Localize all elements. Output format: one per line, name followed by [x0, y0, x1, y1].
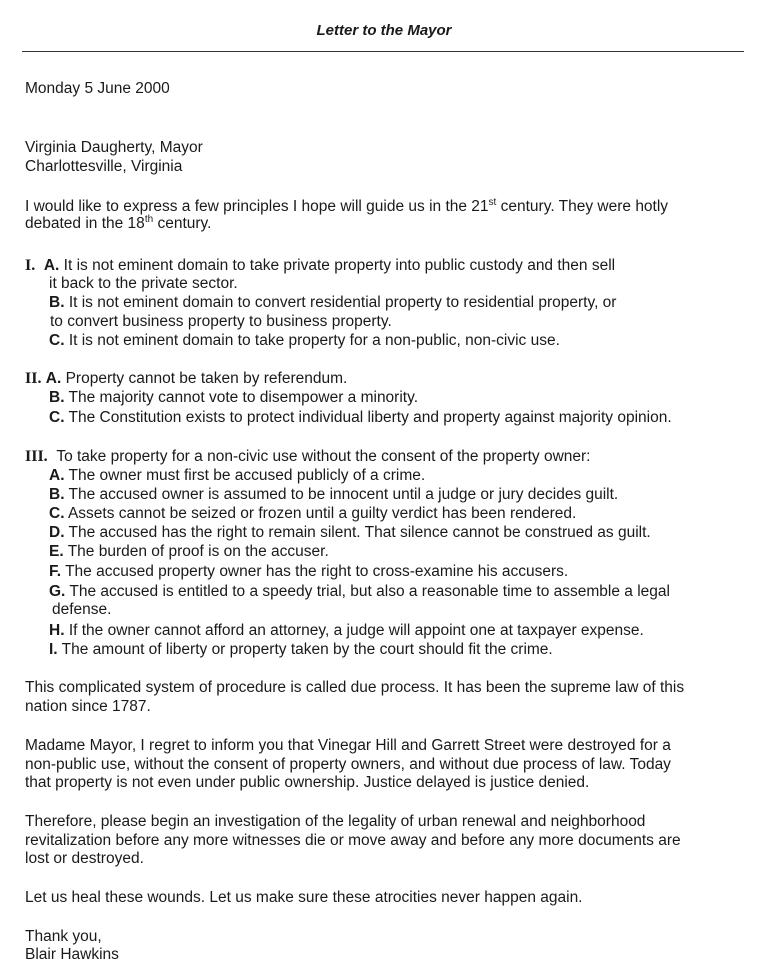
- section-3-numeral: III.: [25, 448, 48, 465]
- closing-signature: Blair Hawkins: [25, 946, 119, 963]
- closing-thanks: Thank you,: [25, 928, 102, 945]
- intro-line-2: debated in the 18th century.: [25, 213, 212, 232]
- due-process-line-2: nation since 1787.: [25, 698, 151, 715]
- section-1-item-b: B. It is not eminent domain to convert residential property to residential property, or: [49, 294, 617, 311]
- page-title: Letter to the Mayor: [316, 22, 452, 39]
- section-2-item-c: C. The Constitution exists to protect individual liberty and property against majority opinion.: [49, 409, 672, 426]
- section-3-item-a: A. The owner must first be accused publicly of a crime.: [49, 467, 426, 484]
- madame-mayor-line-2: non-public use, without the consent of property owners, and without due process of law. Today: [25, 756, 671, 773]
- section-3-item-g-cont: defense.: [52, 601, 112, 618]
- section-1-item-a-cont: it back to the private sector.: [49, 275, 238, 292]
- madame-mayor-line-1: Madame Mayor, I regret to inform you that Vinegar Hill and Garrett Street were destroyed for a: [25, 737, 671, 754]
- section-3-item-b: B. The accused owner is assumed to be innocent until a judge or jury decides guilt.: [49, 486, 619, 503]
- letter-date: Monday 5 June 2000: [25, 80, 170, 97]
- madame-mayor-line-3: that property is not even under public ownership. Justice delayed is justice denied.: [25, 774, 590, 791]
- section-3-item-c: C. Assets cannot be seized or frozen until a guilty verdict has been rendered.: [49, 505, 577, 522]
- section-3-item-d: D. The accused has the right to remain silent. That silence cannot be construed as guilt.: [49, 524, 651, 541]
- due-process-line-1: This complicated system of procedure is called due process. It has been the supreme law of this: [25, 679, 685, 696]
- section-2-item-a: II. A. Property cannot be taken by referendum.: [25, 370, 348, 387]
- therefore-line-1: Therefore, please begin an investigation of the legality of urban renewal and neighborhood: [25, 813, 646, 830]
- therefore-line-3: lost or destroyed.: [25, 850, 144, 867]
- heal-wounds-line: Let us heal these wounds. Let us make sure these atrocities never happen again.: [25, 889, 583, 906]
- section-2-item-b: B. The majority cannot vote to disempower a minority.: [49, 389, 419, 406]
- therefore-line-2: revitalization before any more witnesses die or move away and before any more documents are: [25, 832, 681, 849]
- intro-line-1: I would like to express a few principles I hope will guide us in the 21st century. They were hotly: [25, 196, 669, 215]
- section-3-item-g: G. The accused is entitled to a speedy trial, but also a reasonable time to assemble a legal: [49, 583, 670, 600]
- section-2-numeral: II.: [25, 370, 42, 387]
- title-divider: [22, 51, 744, 52]
- section-3-heading: III. To take property for a non-civic use without the consent of the property owner:: [25, 448, 591, 465]
- addressee-city: Charlottesville, Virginia: [25, 158, 183, 175]
- addressee-name: Virginia Daugherty, Mayor: [25, 139, 203, 156]
- section-1-item-c: C. It is not eminent domain to take property for a non-public, non-civic use.: [49, 332, 560, 349]
- section-3-item-f: F. The accused property owner has the right to cross-examine his accusers.: [49, 563, 569, 580]
- section-3-item-h: H. If the owner cannot afford an attorney, a judge will appoint one at taxpayer expense.: [49, 622, 644, 639]
- section-3-item-i: I. The amount of liberty or property taken by the court should fit the crime.: [49, 641, 553, 658]
- section-1-item-a: I. A. It is not eminent domain to take private property into public custody and then sell: [25, 257, 616, 274]
- section-3-item-e: E. The burden of proof is on the accuser.: [49, 543, 329, 560]
- section-1-numeral: I.: [25, 257, 36, 274]
- section-1-item-b-cont: to convert business property to business property.: [50, 313, 392, 330]
